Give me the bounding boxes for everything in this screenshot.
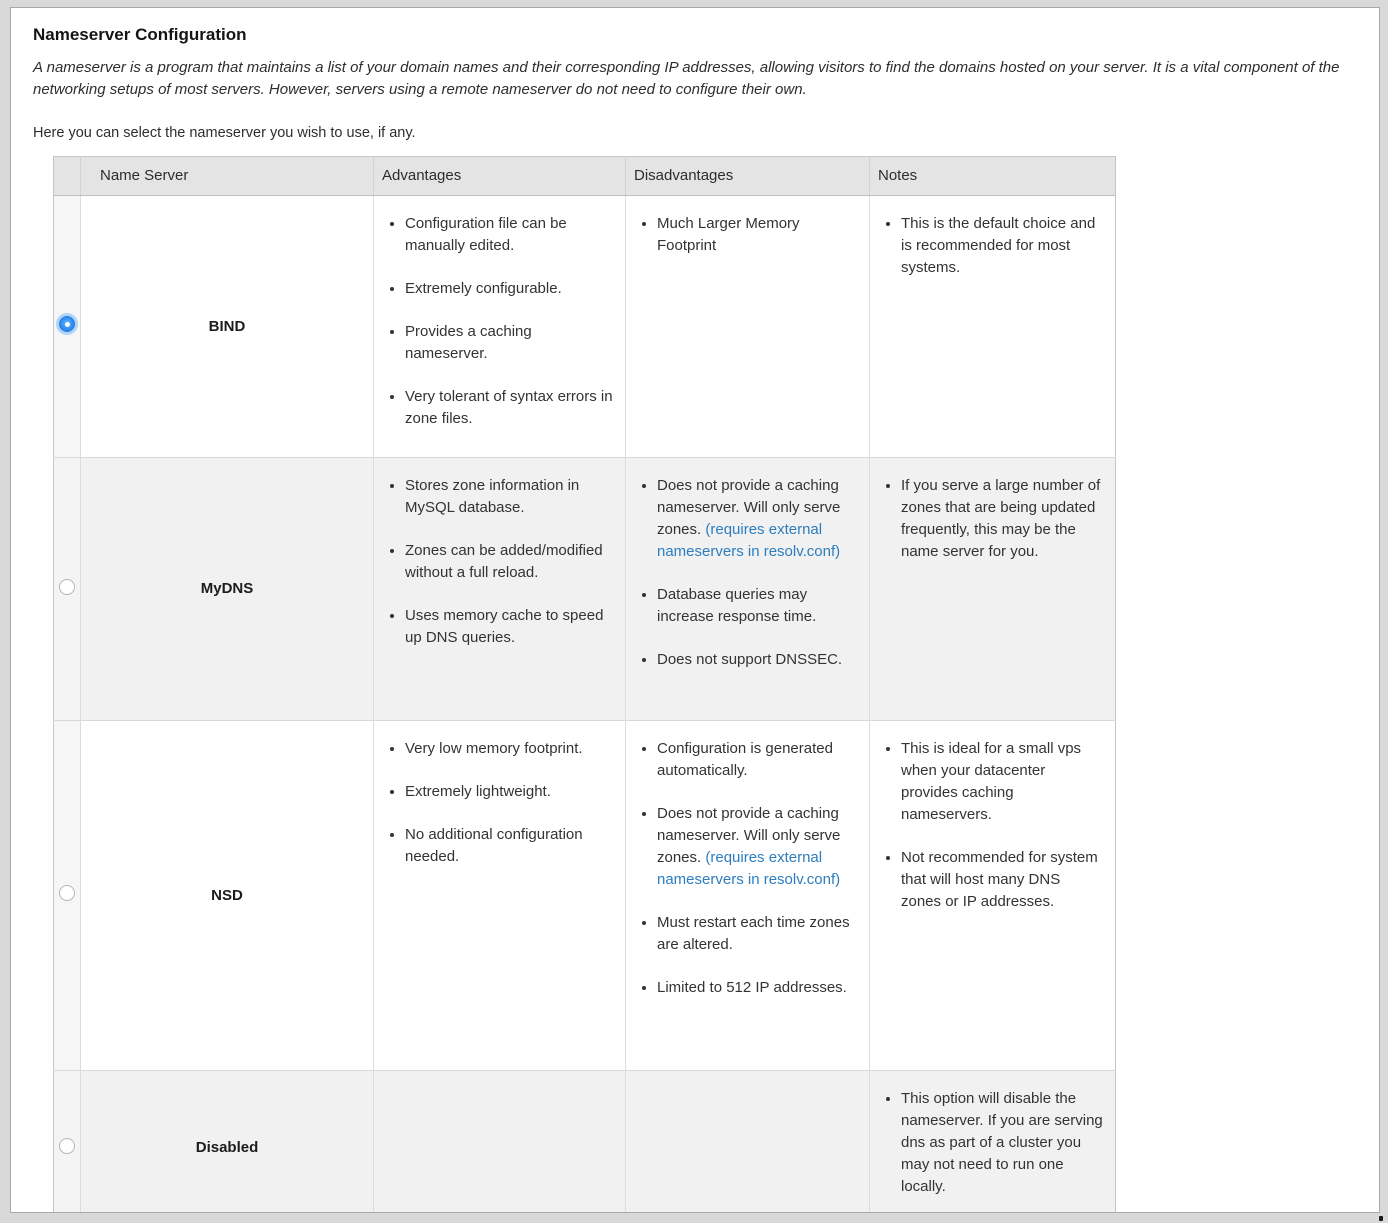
radio-column-header bbox=[54, 156, 81, 195]
advantages-item bbox=[405, 386, 613, 430]
disadvantages-item bbox=[657, 803, 857, 891]
notes-list bbox=[870, 1071, 1115, 1214]
disadvantages-item bbox=[657, 649, 857, 671]
advantages-item bbox=[405, 605, 613, 649]
advantages-list bbox=[374, 196, 625, 457]
advantages-item bbox=[405, 475, 613, 519]
advantages-item-text: Very tolerant of syntax errors in zone files. bbox=[405, 387, 613, 427]
advantages-item bbox=[405, 321, 613, 365]
notes-item bbox=[901, 847, 1103, 913]
radio-bind[interactable] bbox=[59, 316, 75, 332]
advantages-item bbox=[405, 540, 613, 584]
page-instruction: Here you can select the nameserver you wish to use, if any. bbox=[33, 124, 416, 141]
notes-item-text: This is the default choice and is recommended for most systems. bbox=[901, 214, 1096, 276]
advantages-item-text: Zones can be added/modified without a full reload. bbox=[405, 541, 603, 581]
resolv-conf-link[interactable]: (requires external nameservers in resolv.conf) bbox=[657, 520, 841, 560]
page-description: A nameserver is a program that maintains a list of your domain names and their corresponding IP addresses, allowing visitors to find the domains hosted on your server. It is a vital component of the networking setups of most servers. However, servers using a remote nameserver do not need to configure their own. bbox=[33, 59, 1340, 98]
advantages-cell bbox=[374, 195, 626, 457]
table-row-mydns bbox=[54, 457, 1116, 720]
notes-item-text: This is ideal for a small vps when your datacenter provides caching nameservers. bbox=[901, 739, 1082, 823]
advantages-item bbox=[405, 738, 613, 760]
disadvantages-list bbox=[626, 1071, 869, 1094]
column-header-name-server: Name Server bbox=[81, 156, 374, 195]
advantages-list bbox=[374, 721, 625, 895]
advantages-item bbox=[405, 278, 613, 300]
column-header-notes: Notes bbox=[870, 156, 1116, 195]
radio-disabled[interactable] bbox=[59, 1138, 75, 1154]
disadvantages-item-text: Limited to 512 IP addresses. bbox=[657, 978, 847, 996]
advantages-item-text: Uses memory cache to speed up DNS queries. bbox=[405, 606, 604, 646]
advantages-item bbox=[405, 213, 613, 257]
advantages-item bbox=[405, 824, 613, 868]
disadvantages-item-text: Must restart each time zones are altered. bbox=[657, 913, 850, 953]
advantages-item bbox=[405, 781, 613, 803]
advantages-cell bbox=[374, 457, 626, 720]
radio-mydns[interactable] bbox=[59, 579, 75, 595]
resolv-conf-link[interactable]: (requires external nameservers in resolv.conf) bbox=[657, 848, 841, 888]
nameserver-name-bind: BIND bbox=[81, 195, 374, 457]
page-title: Nameserver Configuration bbox=[33, 25, 247, 44]
notes-list bbox=[870, 196, 1115, 306]
advantages-item-text: Configuration file can be manually edited. bbox=[405, 214, 567, 254]
radio-cell[interactable] bbox=[54, 720, 81, 1070]
advantages-list bbox=[374, 458, 625, 676]
disadvantages-item-text: Does not support DNSSEC. bbox=[657, 650, 843, 668]
disadvantages-cell bbox=[626, 720, 870, 1070]
disadvantages-item bbox=[657, 977, 857, 999]
table-header-row bbox=[54, 156, 1116, 195]
disadvantages-cell bbox=[626, 195, 870, 457]
table-row-nsd bbox=[54, 720, 1116, 1070]
nameserver-name-disabled: Disabled bbox=[81, 1070, 374, 1213]
disadvantages-item-text: Does not provide a caching nameserver. Will only serve zones. bbox=[657, 476, 841, 538]
advantages-item-text: Stores zone information in MySQL database. bbox=[405, 476, 580, 516]
disadvantages-item bbox=[657, 213, 857, 257]
radio-cell[interactable] bbox=[54, 1070, 81, 1213]
disadvantages-item-text: Database queries may increase response time. bbox=[657, 585, 817, 625]
nameserver-config-panel bbox=[10, 7, 1380, 1213]
notes-item bbox=[901, 475, 1103, 563]
disadvantages-item bbox=[657, 738, 857, 782]
notes-list bbox=[870, 721, 1115, 940]
advantages-item-text: Extremely lightweight. bbox=[405, 782, 551, 800]
radio-cell[interactable] bbox=[54, 457, 81, 720]
notes-cell bbox=[870, 1070, 1116, 1213]
notes-item-text: If you serve a large number of zones that are being updated frequently, this may be the name server for you. bbox=[901, 476, 1101, 560]
nameserver-table bbox=[53, 156, 1116, 1214]
cursor-artifact bbox=[1379, 1216, 1383, 1221]
advantages-item-text: Provides a caching nameserver. bbox=[405, 322, 532, 362]
radio-nsd[interactable] bbox=[59, 885, 75, 901]
nameserver-name-mydns: MyDNS bbox=[81, 457, 374, 720]
column-header-advantages: Advantages bbox=[374, 156, 626, 195]
disadvantages-item-text: Configuration is generated automatically. bbox=[657, 739, 833, 779]
notes-item bbox=[901, 1088, 1103, 1198]
disadvantages-list bbox=[626, 196, 869, 284]
column-header-disadvantages: Disadvantages bbox=[626, 156, 870, 195]
notes-item-text: Not recommended for system that will host many DNS zones or IP addresses. bbox=[901, 848, 1098, 910]
table-row-disabled bbox=[54, 1070, 1116, 1213]
advantages-list bbox=[374, 1071, 625, 1094]
table-row-bind bbox=[54, 195, 1116, 457]
notes-cell bbox=[870, 195, 1116, 457]
notes-cell bbox=[870, 457, 1116, 720]
notes-item bbox=[901, 738, 1103, 826]
disadvantages-item-text: Does not provide a caching nameserver. Will only serve zones. bbox=[657, 804, 841, 866]
notes-cell bbox=[870, 720, 1116, 1070]
notes-item-text: This option will disable the nameserver. If you are serving dns as part of a cluster you may not need to run one locally. bbox=[901, 1089, 1103, 1195]
advantages-item-text: Extremely configurable. bbox=[405, 279, 562, 297]
disadvantages-cell bbox=[626, 1070, 870, 1213]
disadvantages-item-text: Much Larger Memory Footprint bbox=[657, 214, 800, 254]
panel-content bbox=[11, 8, 1379, 1213]
notes-item bbox=[901, 213, 1103, 279]
advantages-cell bbox=[374, 1070, 626, 1213]
disadvantages-list bbox=[626, 721, 869, 1026]
disadvantages-item bbox=[657, 475, 857, 563]
disadvantages-item bbox=[657, 584, 857, 628]
nameserver-name-nsd: NSD bbox=[81, 720, 374, 1070]
advantages-cell bbox=[374, 720, 626, 1070]
radio-cell[interactable] bbox=[54, 195, 81, 457]
disadvantages-list bbox=[626, 458, 869, 698]
advantages-item-text: No additional configuration needed. bbox=[405, 825, 583, 865]
disadvantages-item bbox=[657, 912, 857, 956]
advantages-item-text: Very low memory footprint. bbox=[405, 739, 583, 757]
disadvantages-cell bbox=[626, 457, 870, 720]
notes-list bbox=[870, 458, 1115, 590]
